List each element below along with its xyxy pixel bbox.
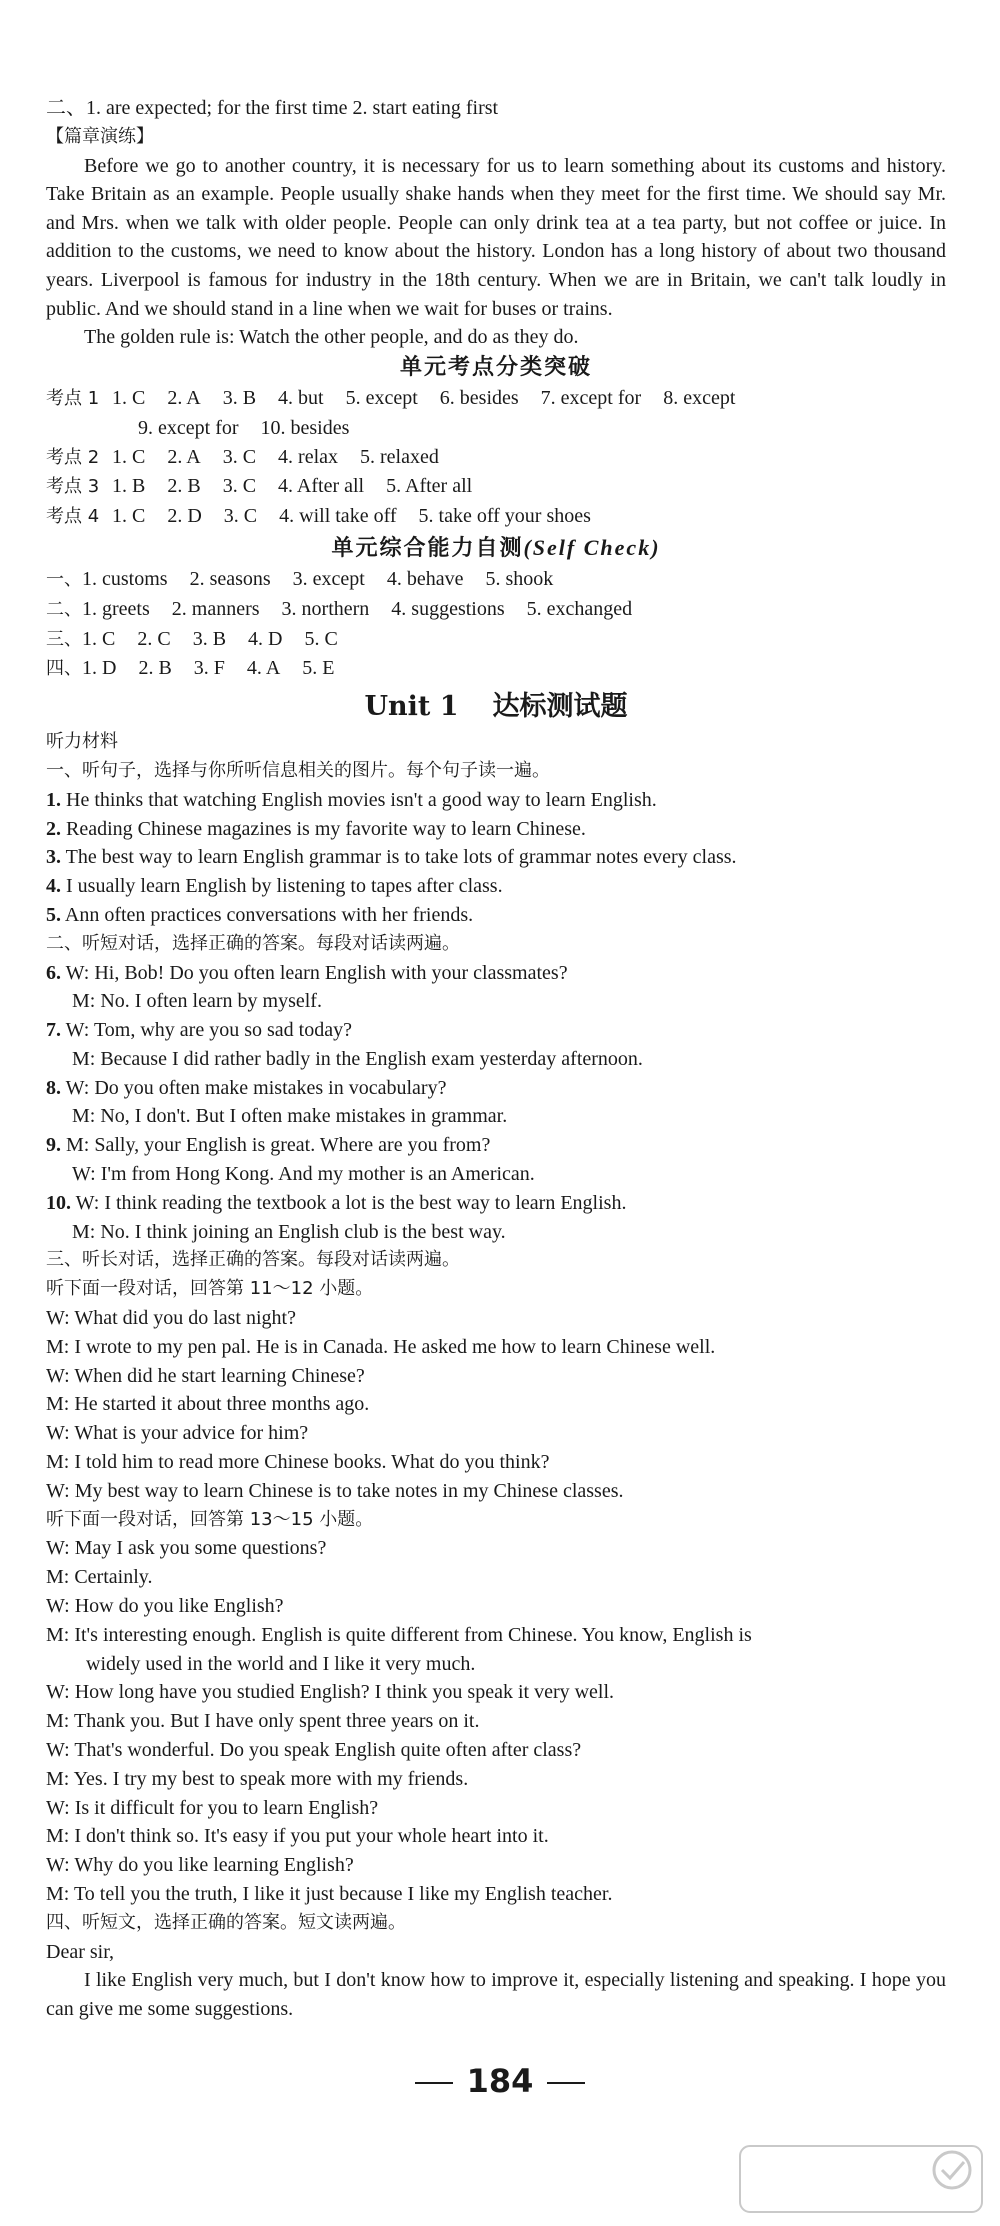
dialog-line: W: Is it difficult for you to learn English? bbox=[46, 1796, 379, 1819]
listening-sentence bbox=[46, 786, 946, 815]
part3-intro1: 听下面一段对话，回答第 11～12 小题。 bbox=[46, 1278, 374, 1300]
dialog-reply: W: I'm from Hong Kong. And my mother is an American. bbox=[72, 1163, 535, 1186]
answer-item: 4. behave bbox=[386, 567, 464, 590]
answer-item: 2. D bbox=[167, 505, 202, 528]
dialog-text: W: I think reading the textbook a lot is the best way to learn English. bbox=[71, 1191, 627, 1214]
dialog-line: M: I don't think so. It's easy if you put your whole heart into it. bbox=[46, 1825, 549, 1848]
part1-header: 一、听句子，选择与你所听信息相关的图片。每个句子读一遍。 bbox=[46, 759, 550, 781]
part4-header: 四、听短文，选择正确的答案。短文读两遍。 bbox=[46, 1911, 406, 1933]
answer-item: 5. except bbox=[345, 386, 418, 409]
answer-item: 2. B bbox=[167, 475, 201, 498]
dialog-reply: M: No. I think joining an English club is the best way. bbox=[72, 1220, 506, 1243]
page-number-dash-left bbox=[415, 2082, 453, 2084]
kaodian-list bbox=[46, 384, 946, 532]
answer-item: 9. except for bbox=[138, 416, 239, 439]
page-number bbox=[0, 2062, 1000, 2100]
kaodian-row bbox=[46, 472, 946, 502]
unit-title-cn: 达标测试题 bbox=[492, 691, 628, 723]
selfcheck-row bbox=[46, 654, 946, 684]
answer-item: 1. C bbox=[112, 445, 146, 468]
kaodian-label: 考点 1 bbox=[46, 387, 100, 409]
dialog-line: M: I wrote to my pen pal. He is in Canada. He asked me how to learn Chinese well. bbox=[46, 1335, 716, 1358]
dialog-line: W: That's wonderful. Do you speak English quite often after class? bbox=[46, 1739, 582, 1762]
dialog-text: W: Tom, why are you so sad today? bbox=[61, 1019, 352, 1042]
dialog-line: W: Why do you like learning English? bbox=[46, 1854, 354, 1877]
listening-sentence bbox=[46, 843, 946, 872]
passage: Before we go to another country, it is necessary for us to learn something about its customs and history. Take Britain as an example. People usually shake hands when they meet for the first time. We should say Mr. and Mrs. when we talk with older people. People can only drink tea at a tea party, but not coffee or juice. In addition to the customs, we need to know about the history. London has a long history of about two thousand years. Liverpool is famous for industry in the 18th century. When we are in Britain, we can't talk loudly in public. And we should stand in a line when we wait for buses or trains. bbox=[46, 154, 946, 320]
dialog-line: W: How long have you studied English? I think you speak it very well. bbox=[46, 1681, 615, 1704]
answer-item: 5. After all bbox=[386, 475, 473, 498]
section-title-selfcheck bbox=[46, 532, 946, 565]
listening-sentence bbox=[46, 872, 946, 901]
dialog-line bbox=[46, 1131, 946, 1160]
page-number-text: 184 bbox=[466, 2062, 534, 2100]
answer-item: 5. C bbox=[304, 627, 338, 650]
answer-item: 5. exchanged bbox=[526, 597, 633, 620]
kaodian-row bbox=[46, 384, 946, 414]
dialog-number: 7. bbox=[46, 1019, 61, 1042]
dialog-text: M: Sally, your English is great. Where are you from? bbox=[61, 1134, 491, 1157]
answer-item: 2. B bbox=[138, 657, 172, 680]
selfcheck-row bbox=[46, 625, 946, 655]
page-number-dash-right bbox=[547, 2082, 585, 2084]
answer-item: 1. B bbox=[112, 475, 146, 498]
dialog2b-lines bbox=[46, 1678, 946, 1908]
dialog-line: W: When did he start learning Chinese? bbox=[46, 1364, 365, 1387]
listening-label: 听力材料 bbox=[46, 731, 118, 753]
answer-item: 3. F bbox=[193, 657, 225, 680]
dialog-line bbox=[46, 1016, 946, 1045]
dialog-line: W: What is your advice for him? bbox=[46, 1422, 309, 1445]
listening-sentence bbox=[46, 815, 946, 844]
answer-item: 8. except bbox=[663, 386, 736, 409]
sentence-text: He thinks that watching English movies isn't a good way to learn English. bbox=[61, 788, 657, 811]
answer-item: 3. C bbox=[222, 475, 257, 498]
unit-title bbox=[46, 686, 946, 728]
answer-item: 4. D bbox=[248, 627, 283, 650]
kaodian-row bbox=[46, 414, 946, 443]
sentence-number: 3. bbox=[46, 846, 61, 869]
practice-header: 【篇章演练】 bbox=[46, 125, 154, 147]
part3-intro2: 听下面一段对话，回答第 13～15 小题。 bbox=[46, 1508, 374, 1530]
listening-sentence bbox=[46, 901, 946, 930]
dialog-line: M: He started it about three months ago. bbox=[46, 1393, 370, 1416]
sentence-number: 4. bbox=[46, 875, 61, 898]
dialog-line: W: How do you like English? bbox=[46, 1595, 284, 1618]
selfcheck-label: 四、 bbox=[46, 658, 82, 680]
dialog-line: M: Certainly. bbox=[46, 1566, 153, 1589]
dialog-line bbox=[46, 959, 946, 988]
kaodian-row bbox=[46, 502, 946, 532]
answer-item: 7. except for bbox=[540, 386, 642, 409]
answer-item: 5. shook bbox=[485, 567, 554, 590]
answer-item: 4. but bbox=[278, 386, 324, 409]
answer-item: 3. B bbox=[192, 627, 227, 650]
dialog-reply: M: Because I did rather badly in the English exam yesterday afternoon. bbox=[72, 1047, 643, 1070]
dialog2-continuation: widely used in the world and I like it very much. bbox=[86, 1652, 476, 1675]
dialog-number: 8. bbox=[46, 1076, 61, 1099]
answer-item: 1. greets bbox=[82, 597, 150, 620]
answer-item: 1. C bbox=[82, 627, 116, 650]
answer-item: 2. A bbox=[167, 386, 201, 409]
watermark-logo bbox=[736, 2140, 986, 2218]
selfcheck-label: 三、 bbox=[46, 628, 82, 650]
kaodian-label: 考点 3 bbox=[46, 476, 100, 498]
section-title-selfcheck-cn: 单元综合能力自测 bbox=[331, 535, 524, 561]
selfcheck-row bbox=[46, 595, 946, 625]
dialog2a-lines bbox=[46, 1534, 946, 1649]
dialog-line: M: It's interesting enough. English is quite different from Chinese. You know, English is bbox=[46, 1623, 752, 1646]
answer-item: 4. will take off bbox=[279, 505, 397, 528]
letter-body: I like English very much, but I don't know how to improve it, especially listening and speaking. I hope you can give me some suggestions. bbox=[46, 1969, 946, 2021]
answer-item: 4. suggestions bbox=[391, 597, 505, 620]
kaodian-row bbox=[46, 443, 946, 473]
kaodian-label: 考点 4 bbox=[46, 506, 100, 528]
sentence-number: 1. bbox=[46, 788, 61, 811]
answer-page bbox=[46, 94, 946, 2024]
part1-lines bbox=[46, 786, 946, 930]
sentence-text: The best way to learn English grammar is to take lots of grammar notes every class. bbox=[61, 846, 737, 869]
answer-item: 1. customs bbox=[82, 567, 168, 590]
selfcheck-label: 一、 bbox=[46, 568, 82, 590]
answer-item: 5. take off your shoes bbox=[418, 505, 591, 528]
dialog-number: 10. bbox=[46, 1191, 71, 1214]
dialog-number: 6. bbox=[46, 961, 61, 984]
answer-item: 1. C bbox=[112, 386, 146, 409]
part2-header: 二、听短对话，选择正确的答案。每段对话读两遍。 bbox=[46, 932, 460, 954]
sentence-text: Reading Chinese magazines is my favorite way to learn Chinese. bbox=[61, 817, 586, 840]
answer-item: 3. C bbox=[222, 445, 257, 468]
answer-item: 1. D bbox=[82, 657, 117, 680]
kaodian-label: 考点 2 bbox=[46, 446, 100, 468]
answer-line-two: 二、1. are expected; for the first time 2. start eating first bbox=[46, 97, 499, 119]
unit-label: Unit 1 bbox=[364, 691, 459, 723]
selfcheck-label: 二、 bbox=[46, 598, 82, 620]
dialog-line: W: What did you do last night? bbox=[46, 1307, 296, 1330]
section-title-selfcheck-en: (Self Check) bbox=[523, 534, 661, 560]
dialog-text: W: Do you often make mistakes in vocabulary? bbox=[61, 1076, 447, 1099]
answer-item: 1. C bbox=[112, 505, 146, 528]
answer-item: 3. except bbox=[292, 567, 365, 590]
answer-item: 2. C bbox=[137, 627, 171, 650]
section-title-kaodian: 单元考点分类突破 bbox=[399, 354, 592, 380]
dialog-line bbox=[46, 1074, 946, 1103]
answer-item: 4. After all bbox=[278, 475, 365, 498]
answer-item: 2. manners bbox=[171, 597, 260, 620]
answer-item: 2. seasons bbox=[189, 567, 271, 590]
letter-salutation: Dear sir, bbox=[46, 1940, 115, 1963]
dialog-number: 9. bbox=[46, 1134, 61, 1157]
dialog-text: W: Hi, Bob! Do you often learn English with your classmates? bbox=[61, 961, 568, 984]
answer-item: 2. A bbox=[167, 445, 201, 468]
answer-item: 4. A bbox=[246, 657, 281, 680]
dialog-line: W: May I ask you some questions? bbox=[46, 1537, 327, 1560]
selfcheck-list bbox=[46, 565, 946, 684]
answer-item: 3. C bbox=[223, 505, 258, 528]
sentence-number: 5. bbox=[46, 903, 61, 926]
part3-header: 三、听长对话，选择正确的答案。每段对话读两遍。 bbox=[46, 1249, 460, 1271]
watermark-logo-icon bbox=[736, 2140, 986, 2218]
answer-item: 5. E bbox=[302, 657, 335, 680]
dialog-line: M: I told him to read more Chinese books. What do you think? bbox=[46, 1451, 550, 1474]
dialog-line: M: Yes. I try my best to speak more with my friends. bbox=[46, 1767, 469, 1790]
part2-lines bbox=[46, 959, 946, 1247]
dialog-reply: M: No. I often learn by myself. bbox=[72, 990, 322, 1013]
dialog-line bbox=[46, 1189, 946, 1218]
answer-item: 3. B bbox=[222, 386, 257, 409]
dialog1-lines bbox=[46, 1304, 946, 1506]
sentence-text: Ann often practices conversations with her friends. bbox=[61, 903, 474, 926]
answer-item: 6. besides bbox=[439, 386, 519, 409]
answer-item: 10. besides bbox=[260, 416, 350, 439]
selfcheck-row bbox=[46, 565, 946, 595]
answer-item: 3. northern bbox=[281, 597, 370, 620]
dialog-line: M: Thank you. But I have only spent three years on it. bbox=[46, 1710, 480, 1733]
answer-item: 5. relaxed bbox=[360, 445, 439, 468]
dialog-line: M: To tell you the truth, I like it just because I like my English teacher. bbox=[46, 1883, 613, 1905]
golden-rule: The golden rule is: Watch the other people, and do as they do. bbox=[84, 326, 579, 349]
sentence-text: I usually learn English by listening to tapes after class. bbox=[61, 875, 503, 898]
dialog-reply: M: No, I don't. But I often make mistakes in grammar. bbox=[72, 1105, 508, 1128]
sentence-number: 2. bbox=[46, 817, 61, 840]
answer-item: 4. relax bbox=[278, 445, 339, 468]
dialog-line: W: My best way to learn Chinese is to take notes in my Chinese classes. bbox=[46, 1479, 624, 1502]
